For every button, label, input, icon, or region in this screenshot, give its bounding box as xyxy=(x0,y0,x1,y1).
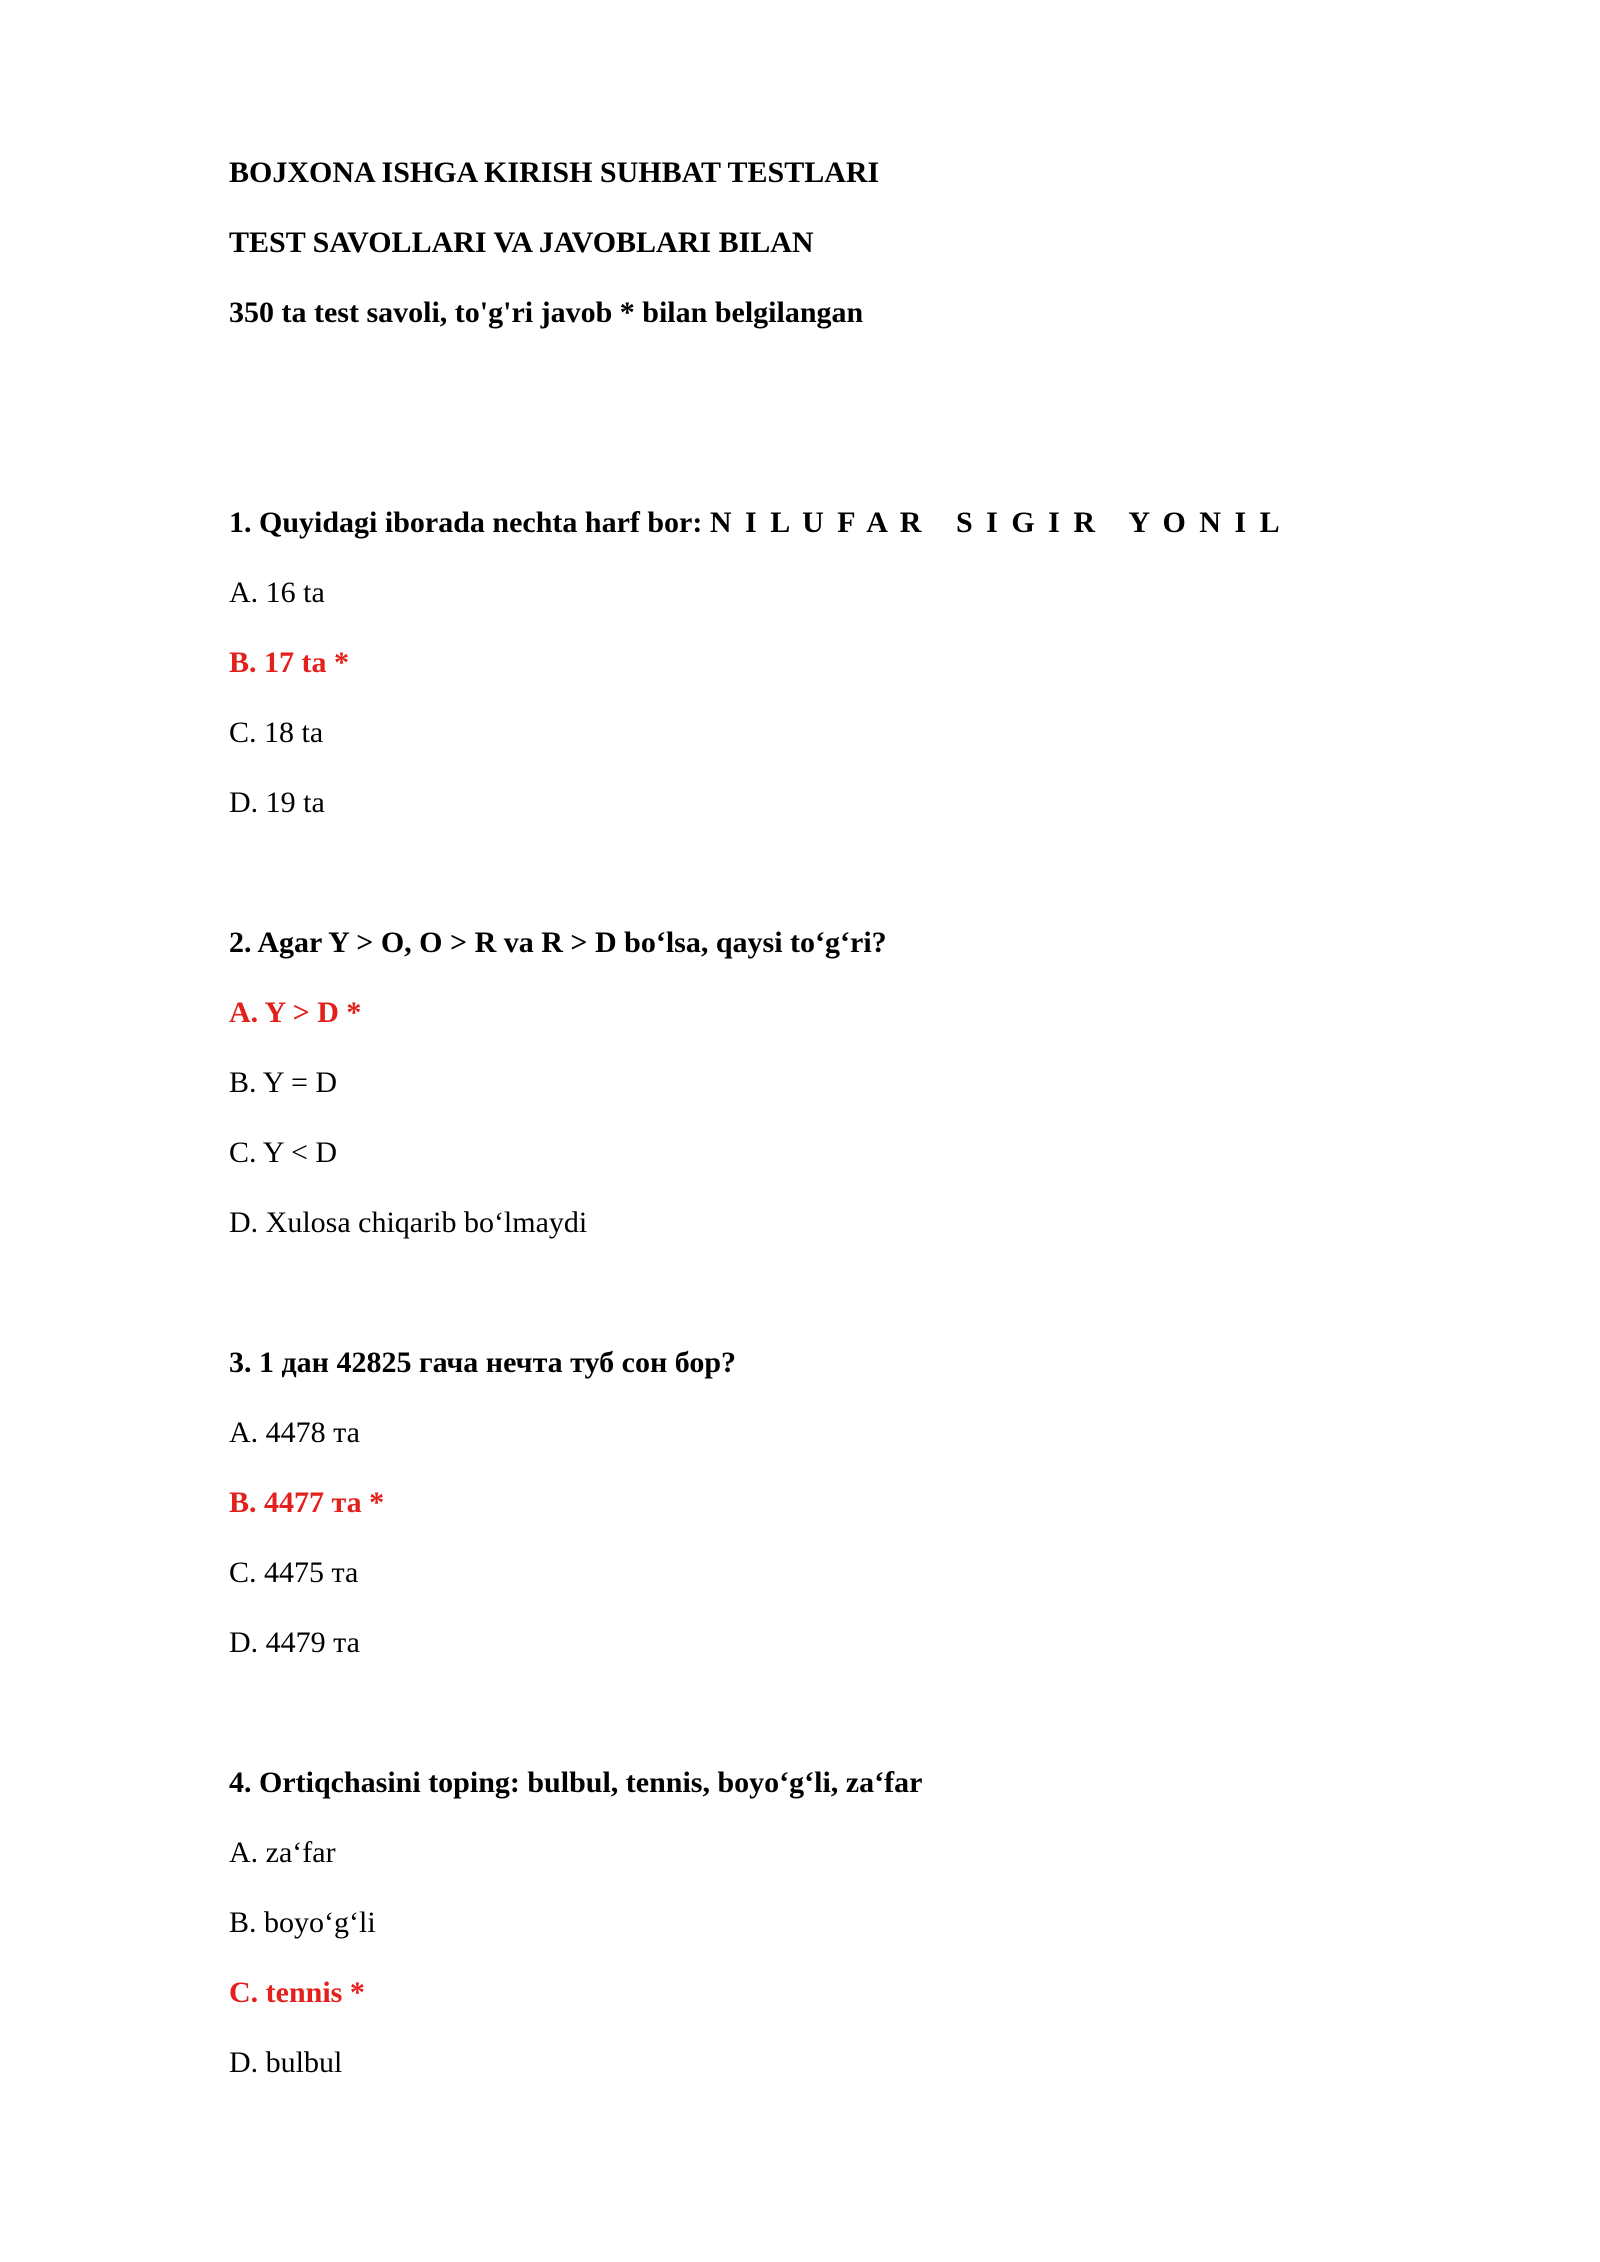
question-3-option-a: A. 4478 та xyxy=(229,1416,360,1449)
question-1-option-c: C. 18 ta xyxy=(229,716,324,749)
question-4-option-a: A. za‘far xyxy=(229,1836,336,1869)
question-3-option-c: C. 4475 та xyxy=(229,1556,359,1589)
document-title: BOJXONA ISHGA KIRISH SUHBAT TESTLARI xyxy=(229,156,880,189)
question-3-option-d: D. 4479 та xyxy=(229,1626,360,1659)
question-4-option-d: D. bulbul xyxy=(229,2046,343,2079)
question-2-option-d: D. Xulosa chiqarib bo‘lmaydi xyxy=(229,1206,588,1239)
question-1 xyxy=(229,505,1283,541)
question-2-option-c: C. Y < D xyxy=(229,1136,338,1169)
question-1-text: 1. Quyidagi iborada nechta harf bor: xyxy=(229,506,710,539)
question-1-option-a: A. 16 ta xyxy=(229,576,325,609)
question-2-option-b: B. Y = D xyxy=(229,1066,338,1099)
question-2-option-a-correct: A. Y > D * xyxy=(229,996,362,1029)
question-4-option-b: B. boyo‘g‘li xyxy=(229,1906,376,1939)
document-title-secondary: TEST SAVOLLARI VA JAVOBLARI BILAN xyxy=(229,226,814,259)
question-1-phrase: N I L U F A R S I G I R Y O N I L xyxy=(709,506,1283,539)
question-1-option-d: D. 19 ta xyxy=(229,786,325,819)
question-4: 4. Ortiqchasini toping: bulbul, tennis, boyo‘g‘li, za‘far xyxy=(229,1766,923,1799)
question-2: 2. Agar Y > O, O > R va R > D bo‘lsa, qaysi to‘g‘ri? xyxy=(229,926,887,959)
question-3-option-b-correct: B. 4477 та * xyxy=(229,1486,385,1519)
question-1-option-b-correct: B. 17 ta * xyxy=(229,646,349,679)
question-3: 3. 1 дан 42825 гача нечта туб сон бор? xyxy=(229,1346,737,1379)
document-subtitle: 350 ta test savoli, to'g'ri javob * bilan belgilangan xyxy=(229,296,864,329)
question-4-option-c-correct: C. tennis * xyxy=(229,1976,365,2009)
